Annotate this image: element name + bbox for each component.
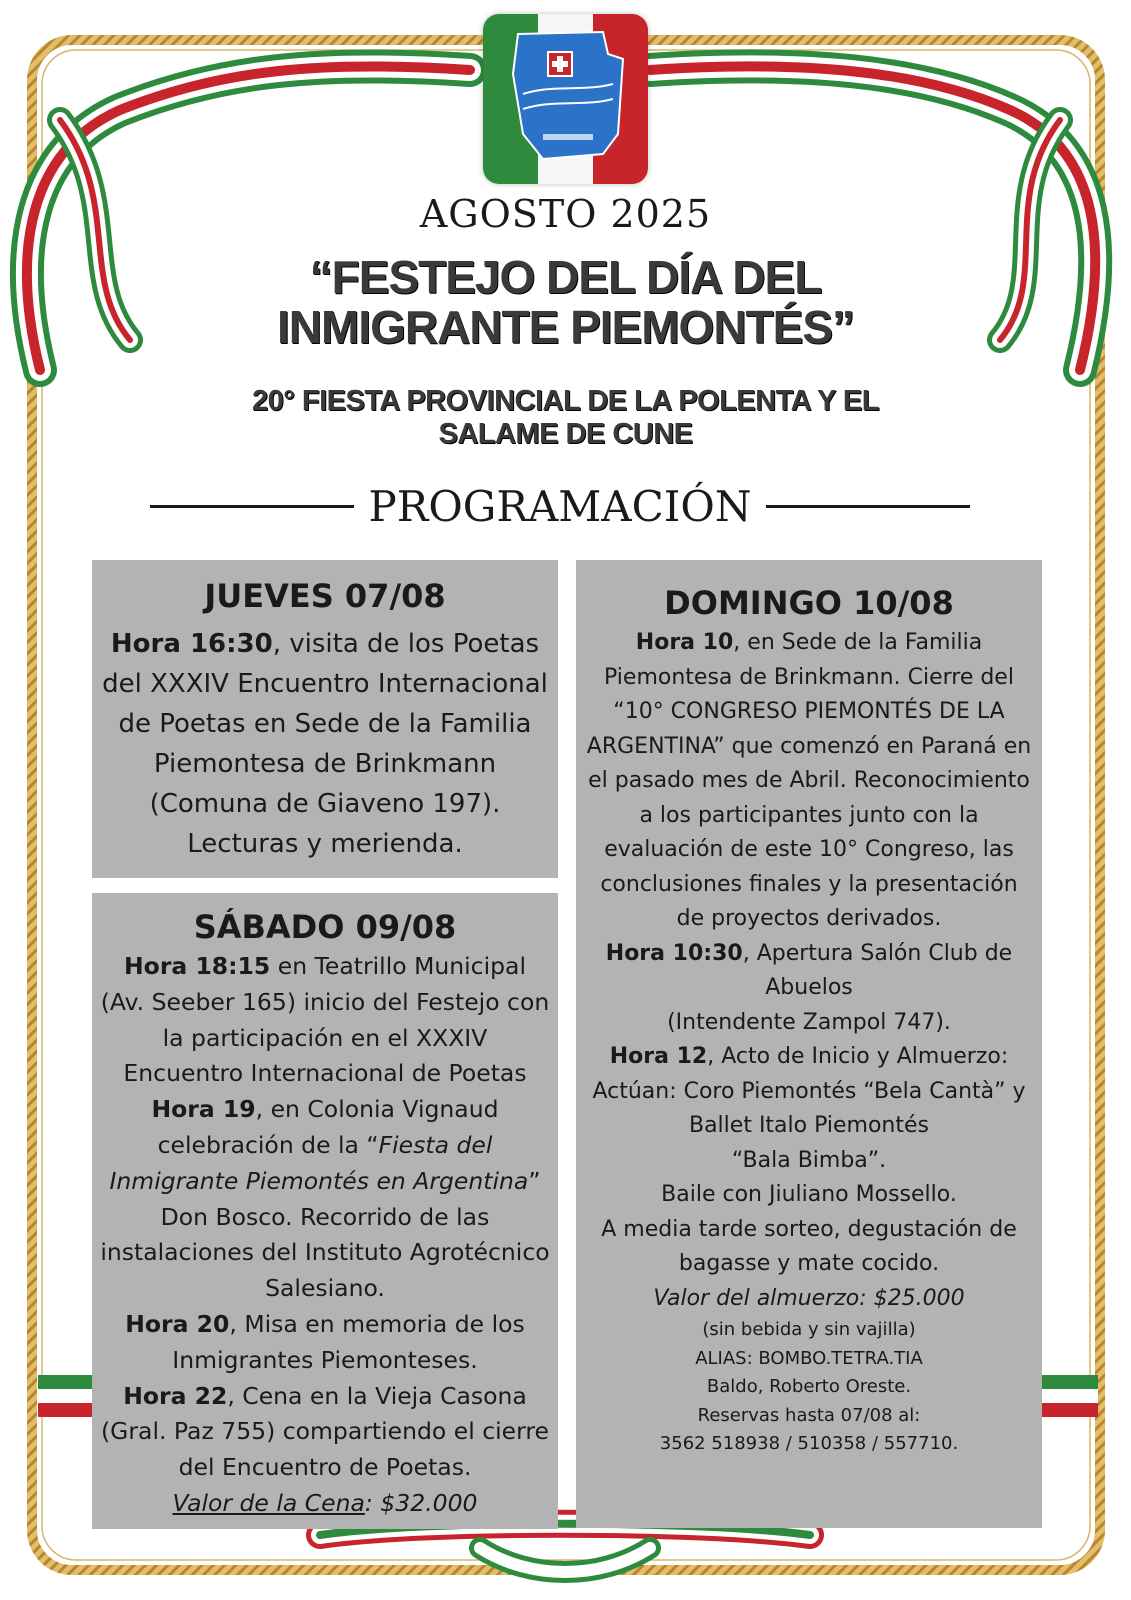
description: , Cena en la Vieja Casona (Gral. Paz 755) compartiendo el cierre del Encuentro de Poetas. (101, 1381, 549, 1482)
event-month: AGOSTO 2025 (419, 192, 712, 236)
section-heading (150, 476, 970, 536)
price-label: Valor de la Cena (172, 1488, 365, 1517)
time: Hora 22 (123, 1381, 228, 1410)
day-heading: JUEVES 07/08 (204, 577, 446, 615)
saturday-item-3 (100, 1307, 550, 1379)
description: , visita de los Poetas del XXXIV Encuentro Internacional de Poetas en Sede de la Familia Piemontesa de Brinkmann (Comuna de Giaveno 197). Lecturas y merienda. (102, 629, 548, 859)
sunday-item-3-ballet: “Bala Bimba”. (731, 1147, 887, 1173)
schedule-saturday (92, 893, 558, 1529)
day-heading: DOMINGO 10/08 (664, 584, 954, 622)
sunday-item-2 (584, 937, 1034, 1006)
saturday-item-4 (100, 1379, 550, 1486)
sunday-item-1 (584, 626, 1034, 937)
description: ” Don Bosco. Recorrido de las instalaciones del Instituto Agrotécnico Salesiano. (100, 1166, 550, 1303)
saturday-item-2 (100, 1092, 550, 1307)
subtitle-line-1: 20° FIESTA PROVINCIAL DE LA POLENTA Y EL (251, 385, 879, 417)
note-reservations: Reservas hasta 07/08 al: (697, 1404, 921, 1426)
time: Hora 10 (635, 630, 734, 655)
note-phones: 3562 518938 / 510358 / 557710. (659, 1433, 959, 1454)
saturday-item-1 (100, 949, 550, 1092)
time: Hora 16:30 (110, 629, 273, 659)
sunday-item-2-address: (Intendente Zampol 747). (667, 1009, 951, 1035)
association-logo (483, 14, 648, 184)
day-heading: SÁBADO 09/08 (193, 908, 457, 946)
description: , Misa en memoria de los Inmigrantes Piemonteses. (172, 1309, 525, 1374)
sunday-item-4: Baile con Jiuliano Mossello. (661, 1182, 957, 1207)
schedule-sunday (576, 560, 1042, 1528)
sunday-item-5: A media tarde sorteo, degustación de bagasse y mate cocido. (601, 1216, 1017, 1276)
title-line-2: INMIGRANTE PIEMONTÉS” (276, 301, 855, 353)
time: Hora 12 (609, 1044, 708, 1069)
time: Hora 19 (151, 1095, 256, 1124)
description: , Acto de Inicio y Almuerzo: Actúan: Coro Piemontés “Bela Cantà” y Ballet Italo Piemontés (592, 1044, 1026, 1138)
note-drinks: (sin bebida y sin vajilla) (702, 1319, 916, 1340)
section-title: PROGRAMACIÓN (368, 481, 752, 531)
divider-right (766, 505, 970, 508)
event-title (0, 252, 1131, 352)
description: , en Sede de la Familia Piemontesa de Brinkmann. Cierre del “10° CONGRESO PIEMONTÉS DE LA ARGENTINA” que comenzó en Paraná en el pasado mes de Abril. Reconocimiento a los participantes junto con la evaluación de este 10° Congreso, las conclusiones finales y la presentación de proyectos derivados. (586, 630, 1032, 931)
note-alias: ALIAS: BOMBO.TETRA.TIA (695, 1347, 923, 1369)
schedule-thursday (92, 560, 558, 878)
sunday-item-3 (584, 1040, 1034, 1144)
description: en Teatrillo Municipal (Av. Seeber 165) inicio del Festejo con la participación en el XXXIV Encuentro Internacional de Poetas (100, 952, 550, 1088)
time: Hora 10:30 (605, 940, 743, 966)
lunch-price: Valor del almuerzo: $25.000 (653, 1285, 965, 1311)
thursday-text (98, 624, 552, 864)
title-line-1: “FESTEJO DEL DÍA DEL (309, 251, 822, 303)
event-name: Fiesta del Inmigrante Piemontés en Argentina (109, 1130, 529, 1195)
description: , en Colonia Vignaud celebración de la “ (157, 1095, 499, 1159)
note-holder: Baldo, Roberto Oreste. (706, 1376, 912, 1397)
divider-left (150, 505, 354, 508)
dinner-price (100, 1486, 550, 1522)
description: , Apertura Salón Club de Abuelos (742, 940, 1013, 1000)
subtitle-line-2: SALAME DE CUNE (438, 418, 693, 450)
time: Hora 18:15 (124, 952, 271, 980)
time: Hora 20 (125, 1309, 230, 1338)
event-subtitle (0, 385, 1131, 451)
price-value: : $32.000 (364, 1488, 478, 1517)
